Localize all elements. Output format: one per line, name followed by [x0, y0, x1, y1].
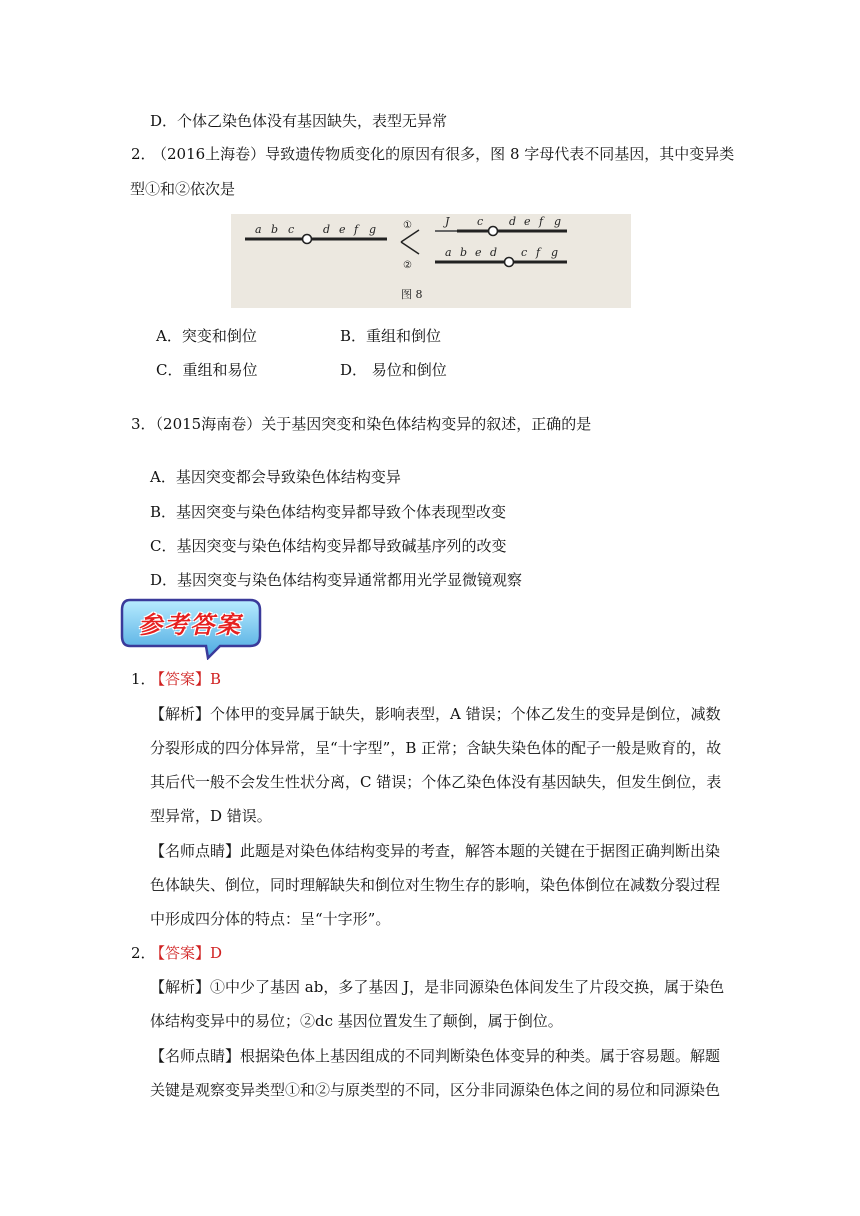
gene-label: d: [509, 215, 517, 228]
gene-label: e: [475, 246, 482, 259]
a1-analysis-line2: 分裂形成的四分体异常，呈“十字型”，B 正常；含缺失染色体的配子一般是败育的，故: [150, 739, 722, 757]
q3-stem: 3．（2015海南卷）关于基因突变和染色体结构变异的叙述，正确的是: [131, 415, 592, 433]
figure-caption: 图 8: [401, 288, 423, 301]
q2-option-a: A．突变和倒位: [156, 327, 257, 345]
gene-label: g: [551, 246, 559, 259]
q2-stem-line2: 型①和②依次是: [130, 180, 236, 198]
gene-label: e: [524, 215, 531, 228]
q3-option-d: D．基因突变与染色体结构变异通常都用光学显微镜观察: [150, 571, 523, 589]
variant1-chromosome: [435, 215, 567, 236]
q2-option-d: D． 易位和倒位: [340, 361, 447, 379]
a2-tip-line1: 【名师点睛】根据染色体上基因组成的不同判断染色体变异的种类。属于容易题。解题: [150, 1047, 721, 1065]
q2-number: 2．: [131, 145, 156, 163]
a1-analysis-line3: 其后代一般不会发生性状分离，C 错误；个体乙染色体没有基因缺失，但发生倒位，表: [150, 773, 722, 791]
gene-label: d: [323, 223, 331, 236]
q2-stem-line1: （2016上海卷）导致遗传物质变化的原因有很多，图 8 字母代表不同基因，其中变异类: [152, 145, 735, 163]
a2-answer-tag: 【答案】D: [150, 944, 223, 962]
answers-badge: [120, 596, 266, 660]
q1-option-d: D．个体乙染色体没有基因缺失，表型无异常: [150, 112, 448, 130]
a2-tip-line2: 关键是观察变异类型①和②与原类型的不同，区分非同源染色体之间的易位和同源染色: [150, 1081, 721, 1099]
chromosome-figure: [231, 214, 631, 308]
q3-option-c: C．基因突变与染色体结构变异都导致碱基序列的改变: [150, 537, 507, 555]
gene-label: J: [445, 215, 450, 228]
a1-analysis-line1: 【解析】个体甲的变异属于缺失，影响表型，A 错误；个体乙发生的变异是倒位，减数: [150, 705, 721, 723]
branch-arrows: [401, 220, 419, 271]
a2-analysis-line1: 【解析】①中少了基因 ab，多了基因 J，是非同源染色体间发生了片段交换，属于染色: [150, 978, 725, 996]
a1-tip-line3: 中形成四分体的特点：呈“十字形”。: [150, 910, 391, 928]
a2-number: 2．: [131, 944, 156, 962]
gene-label: f: [539, 215, 544, 228]
original-chromosome: [245, 223, 387, 244]
gene-label: f: [354, 223, 359, 236]
gene-label: c: [288, 223, 295, 236]
gene-label: g: [554, 215, 562, 228]
gene-label: g: [369, 223, 377, 236]
q2-option-b: B．重组和倒位: [340, 327, 442, 345]
gene-label: a: [445, 246, 452, 259]
variant1-label: ①: [403, 220, 412, 231]
gene-label: f: [536, 246, 541, 259]
gene-label: c: [521, 246, 528, 259]
gene-label: a: [255, 223, 262, 236]
gene-label: d: [490, 246, 498, 259]
q3-option-b: B．基因突变与染色体结构变异都导致个体表现型改变: [150, 503, 507, 521]
gene-label: b: [460, 246, 468, 259]
variant2-chromosome: [435, 246, 567, 267]
a1-tip-line2: 色体缺失、倒位，同时理解缺失和倒位对生物生存的影响，染色体倒位在减数分裂过程: [150, 876, 721, 894]
gene-label: c: [477, 215, 484, 228]
q3-option-a: A．基因突变都会导致染色体结构变异: [150, 468, 401, 486]
a1-answer-tag: 【答案】B: [150, 670, 222, 688]
a2-analysis-line2: 体结构变异中的易位；②dc 基因位置发生了颠倒，属于倒位。: [150, 1012, 563, 1030]
gene-label: e: [339, 223, 346, 236]
gene-label: b: [271, 223, 279, 236]
a1-number: 1．: [131, 670, 156, 688]
a1-analysis-line4: 型异常，D 错误。: [150, 807, 272, 825]
q2-option-c: C．重组和易位: [156, 361, 258, 379]
variant2-label: ②: [403, 260, 412, 271]
answers-badge-label: 参考答案: [138, 610, 242, 639]
a1-tip-line1: 【名师点睛】此题是对染色体结构变异的考查，解答本题的关键在于据图正确判断出染: [150, 842, 721, 860]
